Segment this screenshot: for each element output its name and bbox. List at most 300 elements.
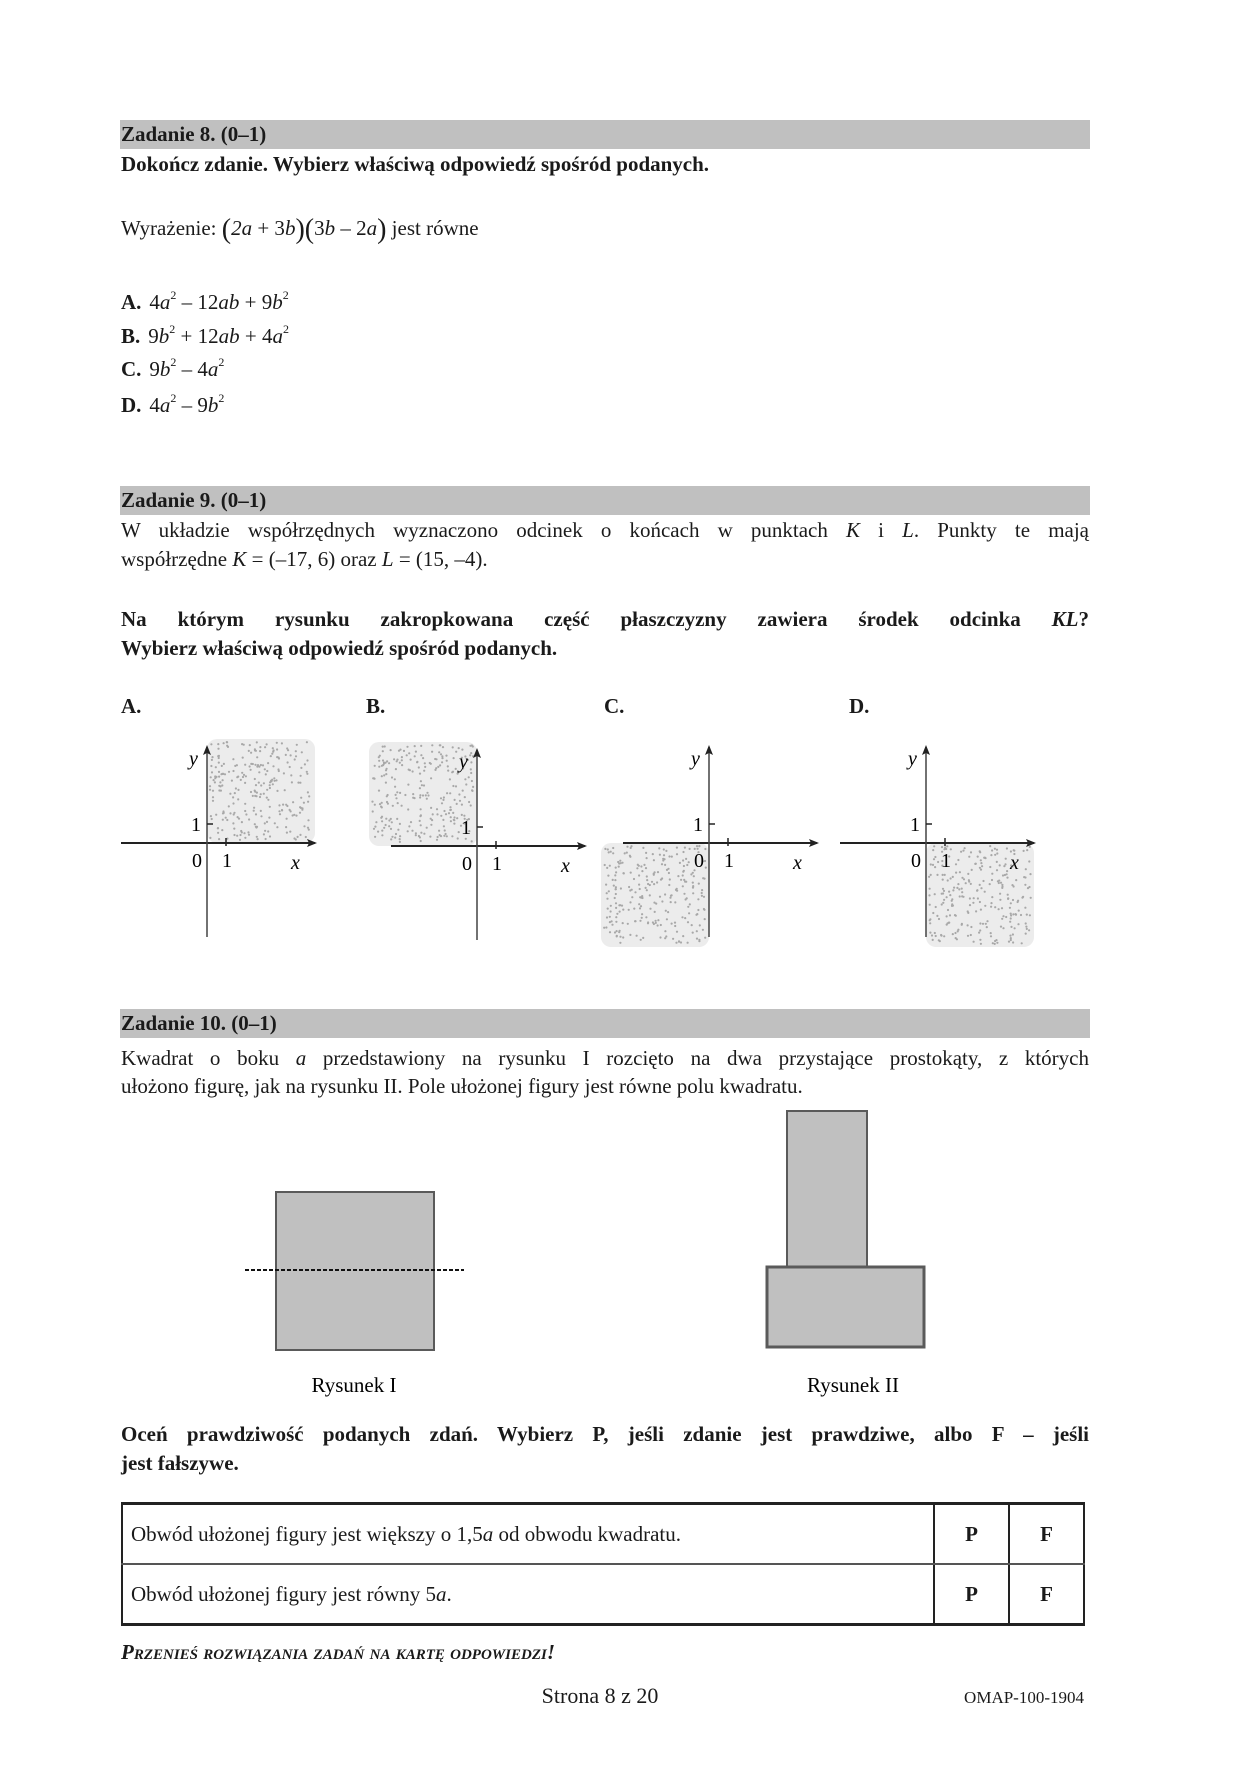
region-dot (980, 887, 982, 889)
region-dot (452, 812, 454, 814)
region-dot (443, 835, 445, 837)
region-dot (990, 935, 992, 937)
region-dot (232, 758, 234, 760)
region-dot (441, 802, 443, 804)
region-dot (444, 829, 446, 831)
region-dot (664, 930, 666, 932)
region-dot (218, 762, 220, 764)
region-dot (234, 765, 236, 767)
region-dot (1024, 907, 1026, 909)
region-dot (387, 803, 389, 805)
region-dot (233, 812, 235, 814)
option-label: C. (121, 357, 142, 381)
region-dot (653, 873, 655, 875)
region-dot (691, 924, 693, 926)
region-dot (440, 797, 442, 799)
region-dot (995, 939, 997, 941)
region-dot (999, 864, 1001, 866)
region-dot (254, 823, 256, 825)
region-dot (441, 761, 443, 763)
region-dot (929, 918, 931, 920)
region-dot (671, 856, 673, 858)
region-dot (967, 935, 969, 937)
region-dot (248, 834, 250, 836)
region-dot (704, 937, 706, 939)
graph-a-label[interactable]: A. (121, 694, 142, 718)
region-dot (406, 754, 408, 756)
region-dot (431, 819, 433, 821)
region-dot (264, 822, 266, 824)
region-dot (258, 782, 260, 784)
region-dot (382, 750, 384, 752)
region-dot (408, 752, 410, 754)
region-dot (380, 817, 382, 819)
region-dot (669, 897, 671, 899)
y-axis-label: y (189, 748, 198, 770)
region-dot (969, 904, 971, 906)
graph-c-label[interactable]: C. (604, 694, 625, 718)
region-dot (629, 901, 631, 903)
region-dot (228, 805, 230, 807)
region-dot (276, 826, 278, 828)
region-dot (627, 923, 629, 925)
graph-a[interactable] (121, 739, 315, 937)
region-dot (646, 889, 648, 891)
region-dot (994, 854, 996, 856)
region-dot (374, 836, 376, 838)
region-dot (1026, 928, 1028, 930)
region-dot (1012, 899, 1014, 901)
region-dot (956, 938, 958, 940)
region-dot (222, 810, 224, 812)
region-dot (946, 924, 948, 926)
region-dot (299, 782, 301, 784)
region-dot (423, 770, 425, 772)
region-dot (211, 771, 213, 773)
region-dot (929, 904, 931, 906)
region-dot (608, 890, 610, 892)
region-dot (381, 834, 383, 836)
region-dot (660, 879, 662, 881)
region-dot (443, 825, 445, 827)
region-dot (645, 916, 647, 918)
region-dot (1010, 939, 1012, 941)
region-dot (935, 906, 937, 908)
task10-instruction-line1: Oceń prawdziwość podanych zdań. Wybierz P, jeśli zdanie jest prawdziwe, albo F – jeśli (121, 1422, 1089, 1446)
region-dot (645, 867, 647, 869)
region-dot (407, 784, 409, 786)
region-dot (952, 876, 954, 878)
region-dot (970, 926, 972, 928)
region-dot (615, 871, 617, 873)
region-dot (934, 893, 936, 895)
region-dot (978, 932, 980, 934)
region-dot (1029, 846, 1031, 848)
region-dot (218, 789, 220, 791)
region-dot (965, 882, 967, 884)
option-expr: $9b^2 + 12ab + 4a^2$ (148, 322, 289, 348)
region-dot (397, 802, 399, 804)
region-dot (930, 874, 932, 876)
region-dot (374, 804, 376, 806)
region-dot (401, 805, 403, 807)
region-dot (215, 766, 217, 768)
region-dot (1010, 902, 1012, 904)
region-dot (212, 800, 214, 802)
region-dot (239, 834, 241, 836)
region-dot (1006, 847, 1008, 849)
region-dot (682, 874, 684, 876)
region-dot (1001, 887, 1003, 889)
region-dot (218, 757, 220, 759)
region-dot (264, 830, 266, 832)
region-dot (446, 792, 448, 794)
region-dot (228, 771, 230, 773)
region-dot (422, 794, 424, 796)
region-dot (1010, 917, 1012, 919)
region-dot (618, 866, 620, 868)
region-dot (248, 818, 250, 820)
region-dot (984, 857, 986, 859)
region-dot (1009, 907, 1011, 909)
region-dot (308, 829, 310, 831)
statement-1-f-option[interactable]: F (1009, 1504, 1084, 1565)
region-dot (1011, 884, 1013, 886)
region-dot (640, 865, 642, 867)
region-dot (1012, 933, 1014, 935)
region-dot (697, 898, 699, 900)
region-dot (286, 832, 288, 834)
statement-2-p-option[interactable]: P (934, 1564, 1009, 1625)
region-dot (1004, 874, 1006, 876)
region-dot (701, 895, 703, 897)
region-dot (453, 823, 455, 825)
y-axis-label: y (459, 751, 468, 773)
region-dot (1012, 913, 1014, 915)
region-dot (214, 781, 216, 783)
region-dot (266, 743, 268, 745)
page-number: Strona 8 z 20 (541, 1683, 659, 1708)
region-dot (213, 779, 215, 781)
region-dot (653, 902, 655, 904)
region-dot (989, 866, 991, 868)
region-dot (955, 872, 957, 874)
region-dot (704, 860, 706, 862)
region-dot (299, 834, 301, 836)
region-dot (422, 757, 424, 759)
region-dot (990, 932, 992, 934)
region-dot (453, 816, 455, 818)
region-dot (472, 786, 474, 788)
region-dot (982, 880, 984, 882)
region-dot (218, 785, 220, 787)
region-dot (394, 786, 396, 788)
region-dot (420, 814, 422, 816)
region-dot (420, 808, 422, 810)
graph-b-label[interactable]: B. (366, 694, 386, 718)
region-dot (975, 910, 977, 912)
y-axis-label: y (691, 748, 700, 770)
region-dot (289, 809, 291, 811)
region-dot (440, 835, 442, 837)
region-dot (953, 887, 955, 889)
region-dot (468, 801, 470, 803)
region-dot (936, 874, 938, 876)
region-dot (250, 769, 252, 771)
region-dot (613, 885, 615, 887)
region-dot (412, 770, 414, 772)
region-dot (655, 920, 657, 922)
region-dot (420, 754, 422, 756)
region-dot (265, 773, 267, 775)
region-dot (996, 869, 998, 871)
region-dot (243, 744, 245, 746)
region-dot (703, 896, 705, 898)
region-dot (436, 808, 438, 810)
region-dot (419, 796, 421, 798)
region-dot (604, 864, 606, 866)
region-dot (464, 778, 466, 780)
region-dot (283, 772, 285, 774)
region-dot (278, 757, 280, 759)
region-dot (250, 791, 252, 793)
statement-2: Obwód ułożonej figury jest równy 5a. (131, 1581, 452, 1606)
region-dot (414, 755, 416, 757)
region-dot (646, 857, 648, 859)
region-dot (267, 762, 269, 764)
region-dot (671, 894, 673, 896)
region-dot (285, 754, 287, 756)
region-dot (619, 860, 621, 862)
region-dot (1023, 876, 1025, 878)
region-dot (252, 763, 254, 765)
region-dot (999, 893, 1001, 895)
region-dot (470, 761, 472, 763)
region-dot (226, 819, 228, 821)
region-dot (1021, 942, 1023, 944)
region-dot (952, 933, 954, 935)
region-dot (612, 847, 614, 849)
region-dot (682, 885, 684, 887)
region-dot (696, 845, 698, 847)
region-dot (676, 853, 678, 855)
region-dot (642, 937, 644, 939)
region-dot (949, 914, 951, 916)
region-dot (614, 874, 616, 876)
region-dot (292, 814, 294, 816)
region-dot (678, 940, 680, 942)
region-dot (628, 909, 630, 911)
region-dot (382, 746, 384, 748)
region-dot (259, 750, 261, 752)
region-dot (936, 915, 938, 917)
region-dot (970, 883, 972, 885)
statement-2-f-option[interactable]: F (1009, 1564, 1084, 1625)
region-dot (948, 922, 950, 924)
region-dot (669, 878, 671, 880)
region-dot (274, 822, 276, 824)
region-dot (458, 747, 460, 749)
region-dot (450, 820, 452, 822)
region-dot (441, 755, 443, 757)
graph-d[interactable] (840, 747, 1034, 947)
region-dot (986, 926, 988, 928)
region-dot (257, 838, 259, 840)
region-dot (424, 762, 426, 764)
region-dot (407, 808, 409, 810)
region-dot (399, 749, 401, 751)
region-dot (267, 799, 269, 801)
region-dot (396, 791, 398, 793)
region-dot (447, 765, 449, 767)
region-dot (705, 867, 707, 869)
region-dot (426, 798, 428, 800)
region-dot (306, 773, 308, 775)
region-dot (232, 802, 234, 804)
region-dot (638, 865, 640, 867)
region-dot (221, 829, 223, 831)
region-dot (631, 889, 633, 891)
region-dot (1010, 913, 1012, 915)
region-dot (465, 783, 467, 785)
region-dot (681, 916, 683, 918)
region-dot (290, 754, 292, 756)
region-dot (626, 852, 628, 854)
region-dot (390, 828, 392, 830)
region-dot (459, 800, 461, 802)
region-dot (260, 793, 262, 795)
x-tick-label: 1 (492, 853, 502, 875)
region-dot (668, 872, 670, 874)
region-dot (278, 804, 280, 806)
region-dot (438, 751, 440, 753)
region-dot (421, 784, 423, 786)
region-dot (619, 904, 621, 906)
region-dot (629, 855, 631, 857)
graph-c[interactable] (601, 747, 817, 947)
region-dot (609, 865, 611, 867)
region-dot (615, 893, 617, 895)
region-dot (980, 862, 982, 864)
region-dot (951, 903, 953, 905)
region-dot (271, 753, 273, 755)
region-dot (415, 751, 417, 753)
region-dot (960, 851, 962, 853)
region-dot (607, 848, 609, 850)
region-dot (944, 874, 946, 876)
region-dot (259, 796, 261, 798)
region-dot (260, 784, 262, 786)
region-dot (615, 921, 617, 923)
region-dot (415, 832, 417, 834)
region-dot (434, 758, 436, 760)
region-dot (663, 854, 665, 856)
prompt-prefix: Wyrażenie: (121, 216, 217, 240)
region-dot (1014, 927, 1016, 929)
region-dot (680, 941, 682, 943)
region-dot (289, 766, 291, 768)
region-dot (256, 766, 258, 768)
region-dot (210, 815, 212, 817)
region-dot (696, 930, 698, 932)
region-dot (640, 897, 642, 899)
region-dot (429, 836, 431, 838)
region-dot (221, 765, 223, 767)
region-dot (1001, 918, 1003, 920)
region-dot (932, 912, 934, 914)
region-dot (970, 934, 972, 936)
region-dot (455, 768, 457, 770)
region-dot (236, 835, 238, 837)
region-dot (303, 825, 305, 827)
region-dot (299, 806, 301, 808)
region-dot (676, 847, 678, 849)
graph-b[interactable] (369, 742, 585, 940)
region-dot (427, 794, 429, 796)
region-dot (659, 936, 661, 938)
region-dot (1025, 922, 1027, 924)
region-dot (941, 903, 943, 905)
region-dot (689, 848, 691, 850)
region-dot (209, 785, 211, 787)
statement-1-p-option[interactable]: P (934, 1504, 1009, 1565)
region-dot (211, 818, 213, 820)
region-dot (999, 899, 1001, 901)
region-dot (684, 917, 686, 919)
region-dot (377, 831, 379, 833)
region-dot (209, 789, 211, 791)
region-dot (458, 831, 460, 833)
graph-d-label[interactable]: D. (849, 694, 870, 718)
region-dot (378, 766, 380, 768)
region-dot (381, 820, 383, 822)
y-axis-label: y (908, 748, 917, 770)
region-dot (229, 812, 231, 814)
region-dot (670, 901, 672, 903)
region-dot (622, 936, 624, 938)
region-dot (307, 819, 309, 821)
region-dot (258, 771, 260, 773)
region-dot (295, 815, 297, 817)
region-dot (232, 796, 234, 798)
region-dot (931, 934, 933, 936)
region-dot (419, 794, 421, 796)
region-dot (979, 922, 981, 924)
region-dot (269, 787, 271, 789)
region-dot (1028, 929, 1030, 931)
region-dot (401, 756, 403, 758)
region-dot (683, 865, 685, 867)
region-dot (967, 924, 969, 926)
region-dot (214, 775, 216, 777)
region-dot (996, 849, 998, 851)
region-dot (274, 780, 276, 782)
region-dot (410, 759, 412, 761)
region-dot (629, 934, 631, 936)
region-dot (687, 942, 689, 944)
region-dot (272, 783, 274, 785)
paren-open: ( (304, 214, 315, 245)
region-dot (404, 794, 406, 796)
region-dot (297, 836, 299, 838)
region-dot (443, 810, 445, 812)
region-dot (1002, 874, 1004, 876)
region-dot (242, 757, 244, 759)
region-dot (222, 819, 224, 821)
region-dot (401, 764, 403, 766)
region-dot (954, 914, 956, 916)
option-label: D. (121, 393, 142, 417)
